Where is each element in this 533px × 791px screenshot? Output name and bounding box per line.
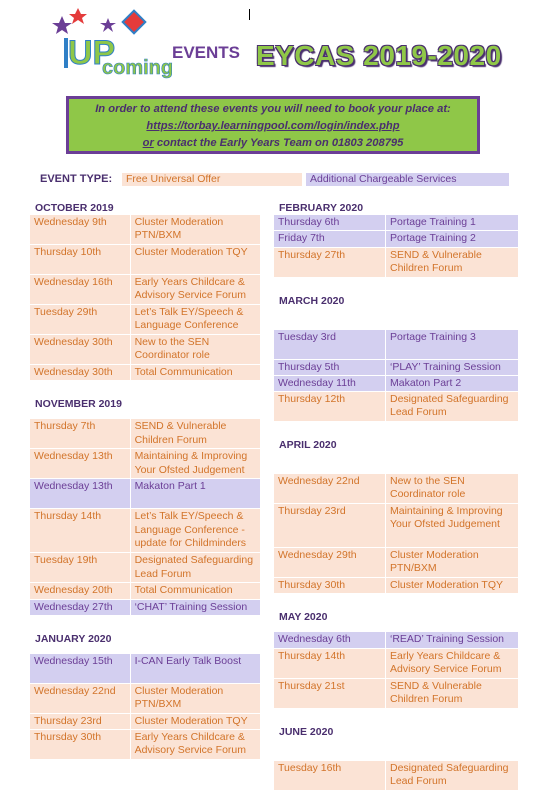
contact-line: or contact the Early Years Team on 01803 208795: [142, 137, 404, 149]
kite-icon: [123, 11, 146, 34]
booking-instruction: In order to attend these events you will need to book your place at:: [95, 103, 451, 115]
upcoming-events-logo: [44, 8, 249, 86]
event-title: Designated Safeguarding Lead Forum: [386, 761, 518, 790]
event-title: Portage Training 3: [386, 330, 518, 359]
event-title: Makaton Part 2: [386, 376, 518, 391]
event-title: Early Years Childcare & Advisory Service Forum: [131, 275, 260, 304]
booking-info-box: [66, 96, 480, 154]
event-title: Portage Training 1: [386, 215, 518, 230]
text-cursor: [249, 9, 250, 20]
event-date: Thursday 27th: [274, 248, 385, 277]
event-row: [274, 376, 518, 391]
left-schedule-column: [30, 202, 260, 760]
event-date: Wednesday 20th: [30, 583, 130, 598]
event-row: [274, 679, 518, 708]
event-date: Thursday 30th: [274, 578, 385, 593]
event-row: [274, 215, 518, 230]
event-row: [30, 654, 260, 683]
event-date: Wednesday 22nd: [274, 474, 385, 503]
event-date: Thursday 5th: [274, 360, 385, 375]
event-date: Wednesday 27th: [30, 600, 130, 615]
event-row: [274, 360, 518, 375]
star-icon: [69, 8, 87, 24]
event-date: Tuesday 3rd: [274, 330, 385, 359]
event-row: [30, 305, 260, 334]
event-date: Wednesday 9th: [30, 215, 130, 244]
event-title: SEND & Vulnerable Children Forum: [386, 248, 518, 277]
event-date: Wednesday 16th: [30, 275, 130, 304]
event-title: Cluster Moderation PTN/BXM: [386, 548, 518, 577]
event-date: Wednesday 13th: [30, 449, 130, 478]
event-date: Thursday 7th: [30, 419, 130, 448]
event-title: Early Years Childcare & Advisory Service Forum: [386, 649, 518, 678]
month-heading: APRIL 2020: [279, 439, 337, 452]
month-heading: OCTOBER 2019: [35, 202, 114, 214]
event-date: Thursday 10th: [30, 245, 130, 274]
event-title: Cluster Moderation PTN/BXM: [131, 684, 260, 713]
event-date: Thursday 23rd: [30, 714, 130, 729]
event-row: [274, 330, 518, 359]
event-title: ‘PLAY’ Training Session: [386, 360, 518, 375]
event-title: ‘READ’ Training Session: [386, 632, 518, 647]
event-title: Cluster Moderation TQY: [131, 245, 260, 274]
event-title: ‘CHAT’ Training Session: [131, 600, 260, 615]
event-title: Total Communication: [131, 583, 260, 598]
event-date: Thursday 6th: [274, 215, 385, 230]
legend-paid: Additional Chargeable Services: [306, 173, 509, 186]
event-row: [274, 474, 518, 503]
event-title: Maintaining & Improving Your Ofsted Judgement: [131, 449, 260, 478]
event-title: Designated Safeguarding Lead Forum: [386, 392, 518, 421]
event-date: Wednesday 22nd: [30, 684, 130, 713]
event-title: Cluster Moderation TQY: [131, 714, 260, 729]
event-title: Cluster Moderation TQY: [386, 578, 518, 593]
event-row: [274, 548, 518, 577]
event-title: Designated Safeguarding Lead Forum: [131, 553, 260, 582]
event-date: Wednesday 6th: [274, 632, 385, 647]
event-date: Wednesday 30th: [30, 365, 130, 380]
right-schedule-column: [274, 202, 518, 791]
event-title: SEND & Vulnerable Children Forum: [386, 679, 518, 708]
event-date: Thursday 30th: [30, 730, 130, 759]
event-date: Wednesday 15th: [30, 654, 130, 683]
event-date: Friday 7th: [274, 231, 385, 246]
star-icon: [100, 18, 116, 32]
event-title: Maintaining & Improving Your Ofsted Judgement: [386, 504, 518, 547]
event-date: Wednesday 13th: [30, 479, 130, 508]
month-heading: MARCH 2020: [279, 294, 345, 307]
event-row: [274, 248, 518, 277]
event-row: [30, 600, 260, 615]
event-row: [274, 649, 518, 678]
event-title: Makaton Part 1: [131, 479, 260, 508]
page-title: EYCAS 2019-2020: [256, 40, 502, 71]
legend-free: Free Universal Offer: [122, 173, 302, 186]
event-row: [30, 730, 260, 759]
month-heading: MAY 2020: [279, 611, 328, 624]
month-heading: JANUARY 2020: [35, 632, 112, 645]
event-title: Portage Training 2: [386, 231, 518, 246]
event-title: Cluster Moderation PTN/BXM: [131, 215, 260, 244]
star-icon: [52, 16, 72, 34]
logo-coming-text: coming: [102, 57, 174, 79]
event-date: Thursday 23rd: [274, 504, 385, 547]
event-row: [30, 335, 260, 364]
event-row: [30, 275, 260, 304]
logo-events-text: EVENTS: [172, 43, 241, 62]
event-date: Tuesday 29th: [30, 305, 130, 334]
event-title: SEND & Vulnerable Children Forum: [131, 419, 260, 448]
event-type-label: EVENT TYPE:: [40, 173, 113, 185]
event-title: Let’s Talk EY/Speech & Language Conference - update for Childminders: [131, 509, 260, 552]
event-title: Let’s Talk EY/Speech & Language Conference: [131, 305, 260, 334]
event-row: [30, 583, 260, 598]
event-row: [30, 245, 260, 274]
event-title: Early Years Childcare & Advisory Service Forum: [131, 730, 260, 759]
event-title: New to the SEN Coordinator role: [386, 474, 518, 503]
event-row: [274, 231, 518, 246]
event-row: [30, 365, 260, 380]
event-row: [274, 761, 518, 790]
month-heading: NOVEMBER 2019: [35, 398, 122, 411]
event-row: [30, 684, 260, 713]
event-row: [30, 509, 260, 552]
event-row: [30, 449, 260, 478]
event-date: Tuesday 16th: [274, 761, 385, 790]
event-row: [274, 504, 518, 547]
month-heading: FEBRUARY 2020: [279, 202, 364, 214]
month-heading: JUNE 2020: [279, 725, 334, 738]
event-row: [30, 714, 260, 729]
logo-up-text: UP: [68, 34, 116, 72]
event-row: [30, 215, 260, 244]
event-title: New to the SEN Coordinator role: [131, 335, 260, 364]
event-row: [274, 632, 518, 647]
event-date: Wednesday 11th: [274, 376, 385, 391]
event-row: [30, 419, 260, 448]
event-row: [30, 553, 260, 582]
event-date: Thursday 14th: [30, 509, 130, 552]
event-title: Total Communication: [131, 365, 260, 380]
event-date: Thursday 12th: [274, 392, 385, 421]
event-date: Wednesday 29th: [274, 548, 385, 577]
event-date: Tuesday 19th: [30, 553, 130, 582]
event-row: [30, 479, 260, 508]
event-row: [274, 392, 518, 421]
booking-link[interactable]: https://torbay.learningpool.com/login/index.php: [146, 120, 400, 132]
event-date: Wednesday 30th: [30, 335, 130, 364]
event-row: [274, 578, 518, 593]
event-title: I-CAN Early Talk Boost: [131, 654, 260, 683]
event-date: Thursday 14th: [274, 649, 385, 678]
event-date: Thursday 21st: [274, 679, 385, 708]
